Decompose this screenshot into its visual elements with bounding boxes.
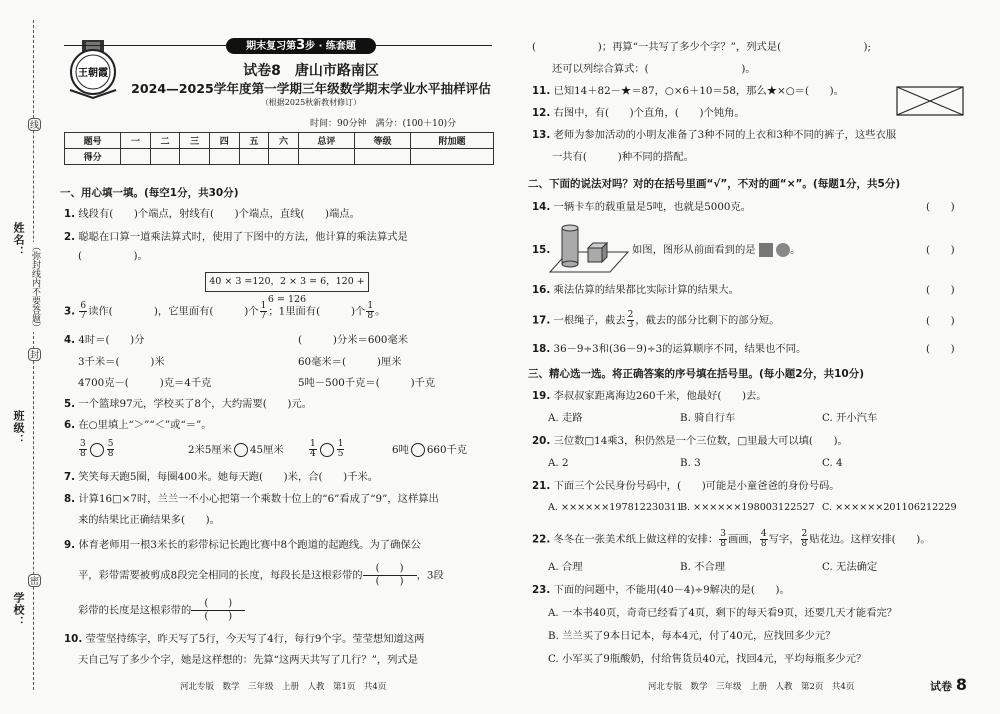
question-10-line4: 还可以列综合算式：( )。 xyxy=(552,63,756,75)
question-3: 3. $\frac{6}{7}$ 读作( )，它里面有( )个 $\frac{1}{7}$ ；1里面有( )个 $\frac{1}{8}$ 。 xyxy=(64,301,386,321)
paper-title: 试卷8 唐山市路南区 xyxy=(243,63,379,79)
question-16: 16. 乘法估算的结果都比实际计算的结果大。 xyxy=(532,284,739,296)
paper-subtitle: 2024—2025学年度第一学期三年级数学期末学业水平抽样评估 xyxy=(131,81,491,96)
question-10-line3: ( )；再算“一共写了多少个字？”，列式是( ); xyxy=(532,41,871,53)
question-4-b1: 3千米＝( )米 xyxy=(78,356,165,368)
score-table-header-row xyxy=(65,133,494,149)
q22-option-c[interactable]: C. 无法确定 xyxy=(822,561,878,573)
score-cell[interactable] xyxy=(269,149,299,165)
score-row-label: 得分 xyxy=(65,149,121,165)
publisher-logo xyxy=(64,38,122,100)
score-table xyxy=(64,132,494,165)
question-12: 12. 右图中，有( )个直角，( )个钝角。 xyxy=(532,107,745,119)
compare-circle[interactable] xyxy=(234,443,248,457)
answer-paren-14[interactable]: ( ) xyxy=(926,201,955,213)
question-4-c1: 4700克－( )克＝4千克 xyxy=(78,377,212,389)
name-label: 姓名： xyxy=(12,222,25,258)
question-5: 5. 一个篮球97元，学校买了8个，大约需要( )元。 xyxy=(64,398,312,410)
question-18: 18. 36－9÷3和(36－9)÷3的运算顺序不同，结果也不同。 xyxy=(532,343,807,355)
q22-option-b[interactable]: B. 不合理 xyxy=(680,561,726,573)
q21-option-a[interactable]: A. ××××××197812230311 xyxy=(548,502,683,513)
score-header-cell: 等级 xyxy=(354,133,410,149)
question-21: 21. 下面三个公民身份号码中，( )可能是小童爸爸的身份号码。 xyxy=(532,480,840,492)
q23-option-b[interactable]: B. 兰兰买了9本日记本，每本4元，付了40元，应找回多少元？ xyxy=(548,630,836,642)
score-header-cell: 三 xyxy=(180,133,210,149)
score-header-cell: 五 xyxy=(239,133,269,149)
score-cell[interactable] xyxy=(209,149,239,165)
section-2-heading: 二、下面的说法对吗？对的在括号里画“√”，不对的画“×”。(每题1分，共5分) xyxy=(528,178,901,190)
question-8-cont: 来的结果比正确结果多( )。 xyxy=(78,514,220,526)
question-4-b2: 60毫米＝( )厘米 xyxy=(298,356,402,368)
question-4-c2: 5吨－500千克＝( )千克 xyxy=(298,377,436,389)
q20-option-c[interactable]: C. 4 xyxy=(822,457,843,469)
question-4: 4. 4时＝( )分 xyxy=(64,334,145,346)
score-cell[interactable] xyxy=(180,149,210,165)
question-6-compare-d: 6吨 660千克 xyxy=(392,444,468,456)
answer-paren-15[interactable]: ( ) xyxy=(926,244,955,256)
question-7: 7. 笑笑每天跑5圈，每圈400米。她每天跑( )米，合( )千米。 xyxy=(64,471,379,483)
question-9-line2: 平，彩带需要被剪成8段完全相同的长度，每段长是这根彩带的 $\frac{( )}{( )}$，3段 xyxy=(78,563,444,587)
question-15: 15. xyxy=(532,244,551,256)
question-9: 9. 体育老师用一根3米长的彩带标记长跑比赛中8个跑道的起跑线。为了确保公 xyxy=(64,539,421,551)
question-13-line2: 一共有( )种不同的搭配。 xyxy=(552,151,694,163)
question-6-compare-b: 2米5厘米 45厘米 xyxy=(188,444,284,456)
time-score-line: 时间：90分钟 满分：(100＋10)分 xyxy=(310,119,457,129)
score-header-cell: 总评 xyxy=(298,133,354,149)
score-cell[interactable] xyxy=(121,149,151,165)
score-cell[interactable] xyxy=(298,149,354,165)
question-4-a2: ( )分米＝600毫米 xyxy=(298,334,409,346)
solid-figures-illustration xyxy=(548,220,630,276)
square-view-icon xyxy=(759,243,773,257)
class-label: 班级： xyxy=(12,410,25,446)
section-3-heading: 三、精心选一选。将正确答案的序号填在括号里。(每小题2分，共10分) xyxy=(528,368,865,380)
compare-circle[interactable] xyxy=(320,443,334,457)
score-table-score-row xyxy=(65,149,494,165)
q20-option-a[interactable]: A. 2 xyxy=(548,457,569,469)
q21-option-c[interactable]: C. ××××××201106212229 xyxy=(822,502,957,513)
score-header-cell: 四 xyxy=(209,133,239,149)
q23-option-c[interactable]: C. 小军买了9瓶酸奶，付给售货员40元，找回4元，平均每瓶多少元？ xyxy=(548,653,867,665)
binding-strip xyxy=(0,0,50,714)
question-6: 6. 在○里填上“＞”“＜”或“＝”。 xyxy=(64,419,212,431)
seal-tag-secret: 密 xyxy=(28,574,41,587)
step-banner: 期末复习第3步 · 练套题 xyxy=(226,38,376,54)
q19-option-c[interactable]: C. 开小汽车 xyxy=(822,412,878,424)
question-15-text: 如图，图形从前面看到的是 。 xyxy=(632,244,801,256)
score-header-cell: 一 xyxy=(121,133,151,149)
question-10-line2: 天自己写了多少个字，她是这样想的：先算“这两天共写了几行？”，列式是 xyxy=(78,654,419,666)
question-2: 2. 聪聪在口算一道乘法算式时，使用了下图中的方法，他计算的乘法算式是 xyxy=(64,231,408,243)
circle-view-icon xyxy=(776,243,790,257)
score-cell[interactable] xyxy=(354,149,410,165)
score-header-cell: 题号 xyxy=(65,133,121,149)
question-23: 23. 下面的问题中，不能用(40－4)÷9解决的是( )。 xyxy=(532,584,790,596)
score-cell[interactable] xyxy=(239,149,269,165)
paper-number-badge: 试卷 8 xyxy=(930,675,967,694)
question-10: 10. 莹莹坚持练字，昨天写了5行，今天写了4行，每行9个字。莹莹想知道这两 xyxy=(64,633,425,645)
page-footer-left: 河北专版 数学 三年级 上册 人教 第1页 共4页 xyxy=(180,682,387,692)
q9-fraction-blank[interactable]: $\frac{( )}{( )}$ xyxy=(363,563,417,588)
question-19: 19. 李叔叔家距离海边260千米，他最好( )去。 xyxy=(532,390,767,402)
compare-circle[interactable] xyxy=(90,443,104,457)
question-6-compare-c: $\frac{1}{4}$ $\frac{1}{5}$ xyxy=(310,439,344,459)
question-1: 1. 线段有( )个端点，射线有( )个端点，直线( )端点。 xyxy=(64,208,360,220)
question-2-blank: ( )。 xyxy=(78,250,148,262)
rectangle-diagonals-figure xyxy=(896,86,964,116)
question-9-line3: 彩带的长度是这根彩带的 $\frac{( )}{( )}$ xyxy=(78,598,245,623)
q19-option-a[interactable]: A. 走路 xyxy=(548,412,583,424)
question-8: 8. 计算16□×7时，兰兰一不小心把第一个乘数十位上的“6”看成了“9”，这样算出 xyxy=(64,493,439,505)
score-header-cell: 六 xyxy=(269,133,299,149)
question-14: 14. 一辆卡车的载重量是5吨，也就是5000克。 xyxy=(532,201,752,213)
seal-note: （弥封线内不要答题） xyxy=(30,242,40,332)
page-footer-right: 河北专版 数学 三年级 上册 人教 第2页 共4页 xyxy=(648,682,855,692)
compare-circle[interactable] xyxy=(411,443,425,457)
score-header-cell: 附加题 xyxy=(411,133,494,149)
q21-option-b[interactable]: B. ××××××198003122527 xyxy=(680,502,815,513)
school-label: 学校： xyxy=(12,592,25,628)
q23-option-a[interactable]: A. 一本书40页，奇奇已经看了4页，剩下的每天看9页，还要几天才能看完？ xyxy=(548,607,898,619)
answer-paren-17[interactable]: ( ) xyxy=(926,315,955,327)
answer-paren-18[interactable]: ( ) xyxy=(926,343,955,355)
svg-text:王朝霞: 王朝霞 xyxy=(78,68,108,79)
answer-paren-16[interactable]: ( ) xyxy=(926,284,955,296)
score-cell[interactable] xyxy=(150,149,180,165)
score-header-cell: 二 xyxy=(150,133,180,149)
q19-option-b[interactable]: B. 骑自行车 xyxy=(680,412,736,424)
paper-note: （根据2025秋新教材修订） xyxy=(260,98,362,107)
section-1-heading: 一、用心填一填。(每空1分，共30分) xyxy=(60,187,239,199)
seal-tag-line: 线 xyxy=(28,118,41,131)
question-6-compare-a: $\frac{3}{8}$ $\frac{5}{8}$ xyxy=(80,439,114,459)
question-17: 17. 一根绳子，截去 $\frac{2}{3}$ ，截去的部分比剩下的部分短。 xyxy=(532,310,780,330)
q9-fraction-blank-2[interactable]: $\frac{( )}{( )}$ xyxy=(191,598,245,623)
seal-tag-seal: 封 xyxy=(28,348,41,361)
question-22: 22. 冬冬在一张美术纸上做这样的安排： $\frac{3}{8}$ 画画， $\frac{4}{8}$ 写字， $\frac{2}{8}$ 贴花边。这样安排( )。 xyxy=(532,529,931,549)
question-11: 11. 已知14＋82－★＝87，○×6＋10＝58，那么★×○＝( )。 xyxy=(532,85,844,97)
score-cell[interactable] xyxy=(411,149,494,165)
q22-option-a[interactable]: A. 合理 xyxy=(548,561,583,573)
question-20: 20. 三位数□14乘3，积仍然是一个三位数，□里最大可以填( )。 xyxy=(532,435,848,447)
question-13: 13. 老师为参加活动的小明友准备了3种不同的上衣和3种不同的裤子，这些衣服 xyxy=(532,129,897,141)
q2-formula-box: 40 × 3 =120，2 × 3 = 6，120 + 6 = 126 xyxy=(205,272,369,292)
q20-option-b[interactable]: B. 3 xyxy=(680,457,701,469)
